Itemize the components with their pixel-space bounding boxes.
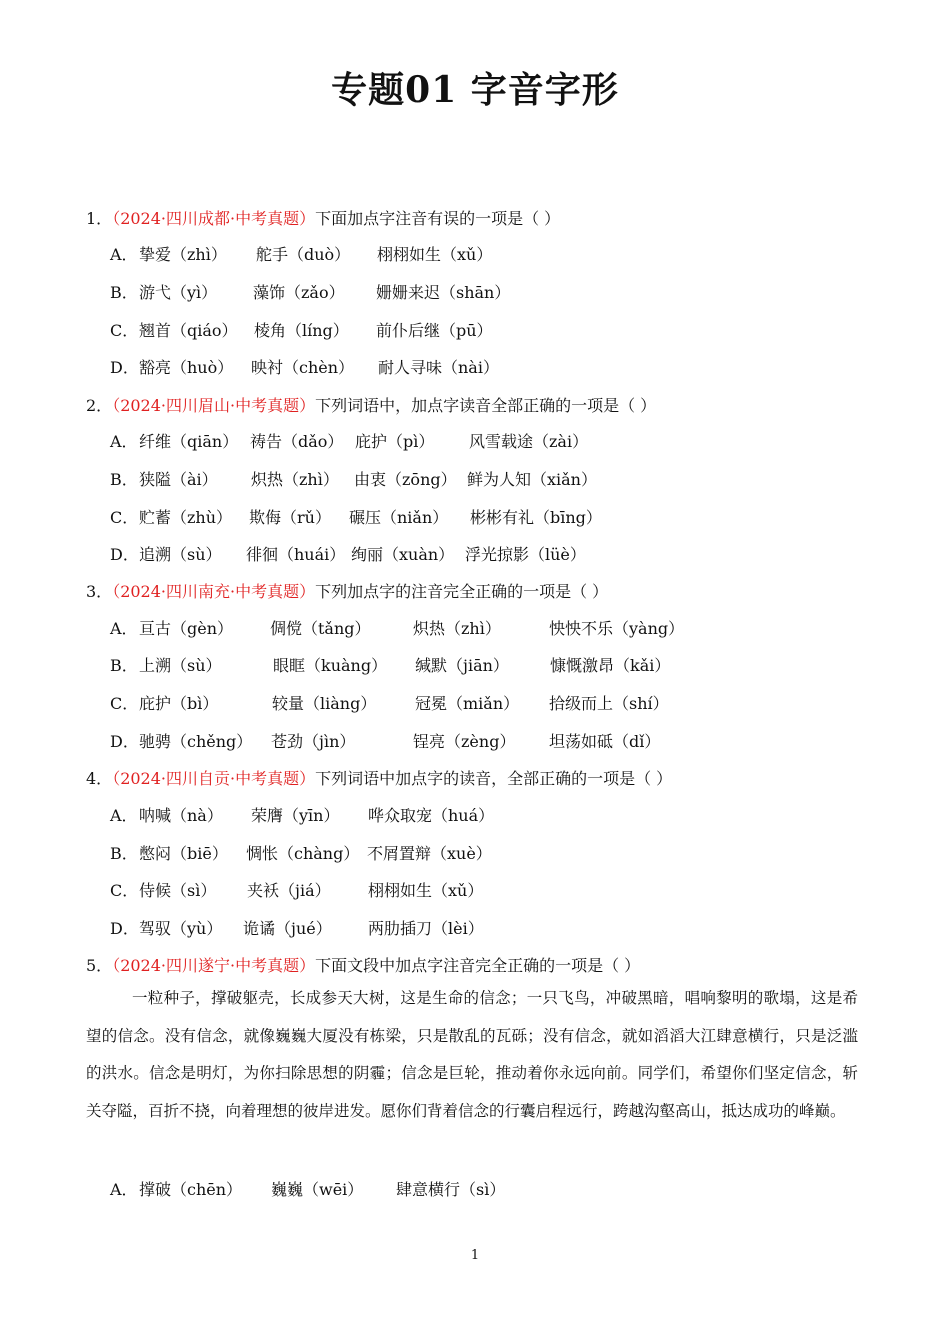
question-number: 4． <box>86 769 113 788</box>
option-item: 苍劲（jìn） <box>271 732 356 751</box>
option-item: 耐人寻味（nài） <box>378 358 499 377</box>
option-item: 前仆后继（pū） <box>376 321 493 340</box>
option-item: 驾驭（yù） <box>139 919 223 938</box>
option-item: 夹袄（jiá） <box>247 881 331 900</box>
option-item: 贮蓄（zhù） <box>139 508 233 527</box>
option-letter: A． <box>110 1180 138 1199</box>
option-item: 诡谲（jué） <box>243 919 332 938</box>
option-item: 不屑置辩（xuè） <box>367 844 492 863</box>
option-item: 栩栩如生（xǔ） <box>368 881 484 900</box>
question-1 <box>86 206 560 229</box>
page-title: 专题01 字音字形 <box>331 69 619 111</box>
option-letter: A． <box>110 245 138 264</box>
question-source: （2024·四川遂宁·中考真题） <box>112 956 316 975</box>
option-letter: C． <box>110 321 139 340</box>
option-item: 由衷（zōng） <box>354 470 457 489</box>
option-item: 炽热（zhì） <box>413 619 501 638</box>
option-item: 呐喊（nà） <box>139 806 223 825</box>
option-item: 缄默（jiān） <box>415 656 509 675</box>
option-letter: A． <box>110 806 138 825</box>
option-item: 哗众取宠（huá） <box>368 806 495 825</box>
option-item: 欺侮（rǔ） <box>249 508 331 527</box>
question-stem: 下列加点字的注音完全正确的一项是（ ） <box>315 582 609 601</box>
question-source: （2024·四川眉山·中考真题） <box>112 396 316 415</box>
option-item: 惆怅（chàng） <box>246 844 360 863</box>
option-item: 锃亮（zèng） <box>413 732 516 751</box>
option-item: 风雪载途（zài） <box>469 432 589 451</box>
option-item: 浮光掠影（lüè） <box>465 545 586 564</box>
option-item: 舵手（duò） <box>256 245 351 264</box>
option-item: 狭隘（ài） <box>139 470 218 489</box>
question-2 <box>86 393 656 416</box>
question-3 <box>86 579 608 602</box>
option-item: 藻饰（zǎo） <box>253 283 345 302</box>
option-item: 撑破（chēn） <box>139 1180 243 1199</box>
option-letter: B． <box>110 283 138 302</box>
option-item: 豁亮（huò） <box>139 358 234 377</box>
option-item: 憋闷（biē） <box>139 844 228 863</box>
option-item: 庇护（bì） <box>139 694 219 713</box>
option-item: 徘徊（huái） <box>246 545 346 564</box>
question-5 <box>86 953 640 976</box>
option-item: 纤维（qiān） <box>139 432 239 451</box>
option-item: 巍巍（wēi） <box>271 1180 364 1199</box>
option-item: 祷告（dǎo） <box>250 432 344 451</box>
option-item: 追溯（sù） <box>139 545 222 564</box>
option-item: 映衬（chèn） <box>251 358 355 377</box>
option-item: 栩栩如生（xǔ） <box>377 245 493 264</box>
question-4 <box>86 766 672 789</box>
option-letter: B． <box>110 656 138 675</box>
question-source: （2024·四川成都·中考真题） <box>112 209 316 228</box>
option-item: 坦荡如砥（dǐ） <box>549 732 661 751</box>
question-stem: 下列词语中加点字的读音，全部正确的一项是（ ） <box>315 769 673 788</box>
question-stem: 下面加点字注音有误的一项是（ ） <box>315 209 561 228</box>
question-number: 2． <box>86 396 113 415</box>
option-letter: D． <box>110 358 139 377</box>
option-item: 挚爱（zhì） <box>139 245 227 264</box>
option-letter: D． <box>110 545 139 564</box>
option-item: 侍候（sì） <box>139 881 217 900</box>
option-item: 炽热（zhì） <box>251 470 339 489</box>
question-source: （2024·四川自贡·中考真题） <box>112 769 316 788</box>
option-item: 驰骋（chěng） <box>139 732 253 751</box>
option-item: 上溯（sù） <box>139 656 222 675</box>
option-item: 肆意横行（sì） <box>396 1180 506 1199</box>
question-number: 1． <box>86 209 113 228</box>
option-letter: C． <box>110 881 139 900</box>
option-item: 庇护（pì） <box>355 432 435 451</box>
option-item: 游弋（yì） <box>139 283 218 302</box>
option-letter: D． <box>110 919 139 938</box>
question-number: 5． <box>86 956 113 975</box>
page-number: 1 <box>470 1248 480 1263</box>
option-letter: A． <box>110 619 138 638</box>
reading-passage: 一粒种子，撑破躯壳，长成参天大树，这是生命的信念；一只飞鸟，冲破黑暗，唱响黎明的歌塌，这是希望的信念。没有信念，就像巍巍大厦没有栋梁，只是散乱的瓦砾；没有信念，就如滔滔大江肆意横行，只是泛滥的洪水。信念是明灯，为你扫除思想的阴霾；信念是巨轮，推动着你永远向前。同学们，希望你们坚定信念，斩关夺隘，百折不挠，向着理想的彼岸进发。愿你们背着信念的行囊启程远行，跨越沟壑高山，抵达成功的峰巅。 <box>86 989 858 1120</box>
option-item: 冠冕（miǎn） <box>415 694 520 713</box>
option-letter: D． <box>110 732 139 751</box>
option-item: 碾压（niǎn） <box>349 508 449 527</box>
option-letter: C． <box>110 694 139 713</box>
option-item: 翘首（qiáo） <box>139 321 238 340</box>
option-item: 鲜为人知（xiǎn） <box>467 470 597 489</box>
option-item: 彬彬有礼（bīng） <box>470 508 602 527</box>
option-item: 拾级而上（shí） <box>549 694 669 713</box>
option-item: 亘古（gèn） <box>139 619 234 638</box>
option-item: 倜傥（tǎng） <box>270 619 371 638</box>
option-letter: B． <box>110 844 138 863</box>
option-letter: A． <box>110 432 138 451</box>
option-item: 荣膺（yīn） <box>251 806 340 825</box>
option-item: 眼眶（kuàng） <box>273 656 388 675</box>
question-stem: 下面文段中加点字注音完全正确的一项是（ ） <box>315 956 641 975</box>
question-source: （2024·四川南充·中考真题） <box>112 582 316 601</box>
option-item: 怏怏不乐（yàng） <box>549 619 685 638</box>
option-item: 绚丽（xuàn） <box>351 545 455 564</box>
option-letter: B． <box>110 470 138 489</box>
option-item: 棱角（líng） <box>254 321 349 340</box>
option-item: 慷慨激昂（kǎi） <box>550 656 671 675</box>
option-item: 较量（liàng） <box>272 694 377 713</box>
option-letter: C． <box>110 508 139 527</box>
question-number: 3． <box>86 582 113 601</box>
option-item: 姗姗来迟（shān） <box>376 283 511 302</box>
option-item: 两肋插刀（lèi） <box>368 919 484 938</box>
question-stem: 下列词语中，加点字读音全部正确的一项是（ ） <box>315 396 657 415</box>
